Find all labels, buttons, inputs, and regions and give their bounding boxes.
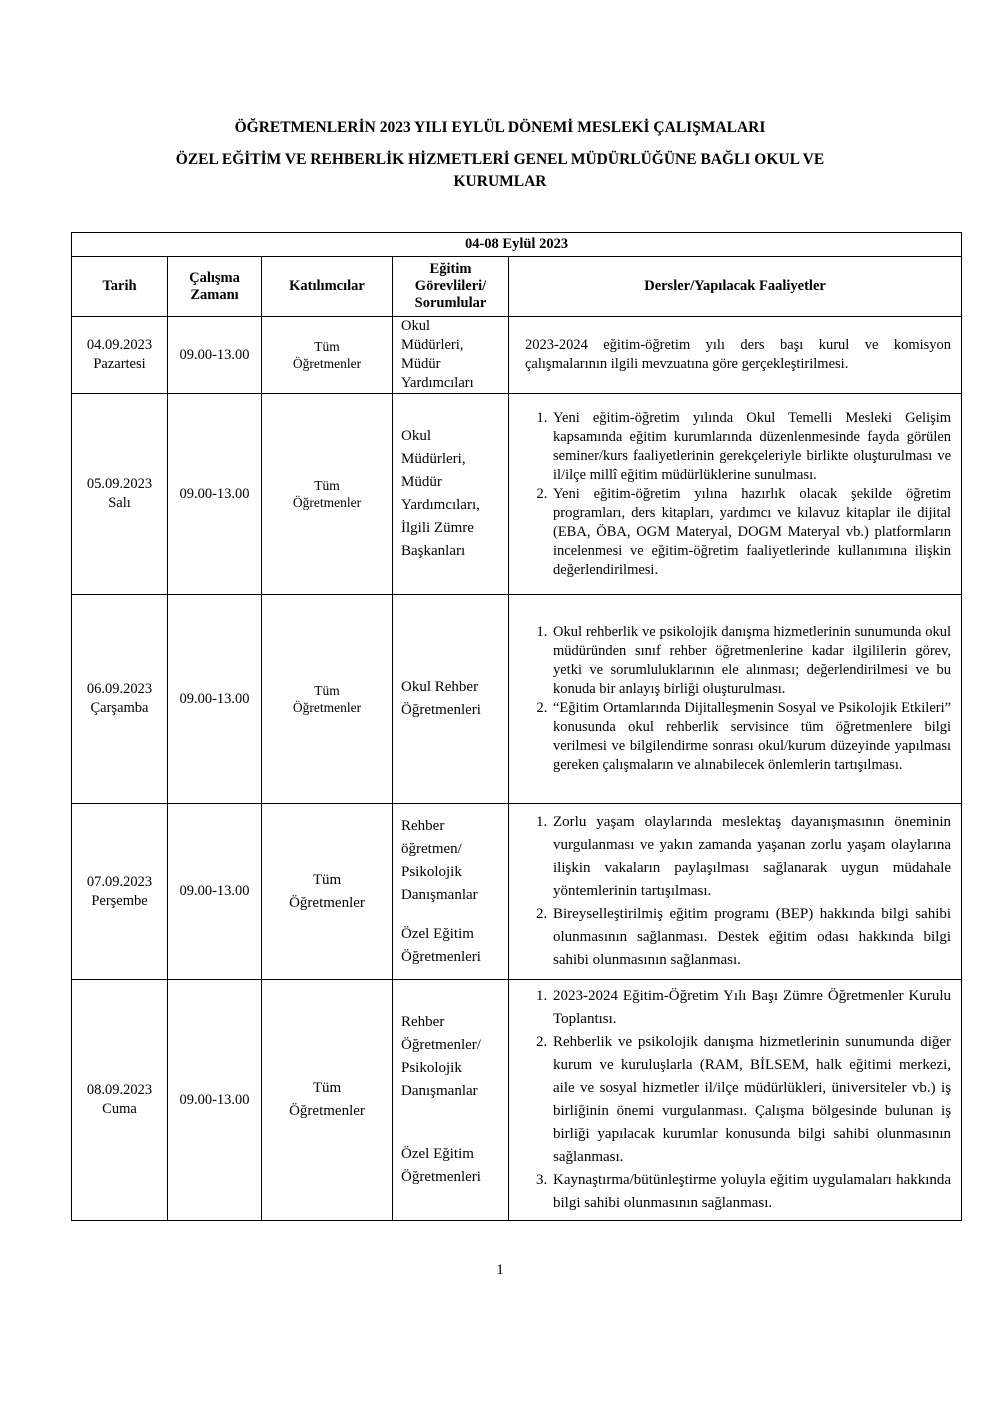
resp-line: Rehber: [401, 817, 445, 834]
participants-line2: Öğretmenler: [289, 894, 365, 911]
participants-cell: [262, 317, 393, 394]
list-item: 1. Zorlu yaşam olaylarında meslektaş dayanışmasının öneminin vurgulanması ve yakın zamanda yaşanan zorlu yaşam olaylarına ilişkin vakaların paylaşılması sağlanarak uygun müdahale yöntemlerinin tartışılması.: [551, 811, 951, 903]
participants-line2: Öğretmenler: [289, 1103, 365, 1119]
header-activities: Dersler/Yapılacak Faaliyetler: [509, 257, 962, 317]
date-text: 05.09.2023: [86, 476, 153, 492]
resp-line: Müdürleri,: [401, 337, 464, 353]
participants-line1: Tüm: [314, 683, 340, 698]
resp-line: Rehber: [401, 1014, 445, 1030]
day-text: Cuma: [102, 1101, 137, 1117]
day-text: Perşembe: [91, 892, 148, 909]
header-resp-line1: Eğitim: [429, 261, 472, 277]
participants-line1: Tüm: [312, 871, 342, 888]
resp-line: Özel Eğitim: [401, 1146, 474, 1162]
responsibles-cell: [393, 394, 509, 595]
header-resp-line2: Görevlileri/: [414, 278, 487, 294]
table-row: [72, 317, 962, 394]
responsibles-cell: [393, 317, 509, 394]
activities-cell: 2023-2024 eğitim-öğretim yılı ders başı kurul ve komisyon çalışmalarının ilgili mevzuatına göre gerçekleştirilmesi.: [509, 317, 962, 394]
activities-cell: [509, 394, 962, 595]
activities-cell: [509, 804, 962, 980]
responsibles-cell: [393, 804, 509, 980]
time-cell: 09.00-13.00: [168, 804, 262, 980]
participants-line1: Tüm: [312, 1080, 342, 1096]
resp-line: İlgili Zümre: [401, 520, 474, 536]
responsibles-cell: [393, 595, 509, 804]
resp-line: Öğretmenleri: [401, 948, 481, 965]
list-item: 3. Kaynaştırma/bütünleştirme yoluyla eğitim uygulamaları hakkında bilgi sahibi olunmasının sağlanması.: [551, 1169, 951, 1215]
list-item: 1. Okul rehberlik ve psikolojik danışma hizmetlerinin sunumunda okul müdüründen sınıf rehber öğretmenlerine kadar ilgililerin görev, yetki ve sorumluluklarının ele alınması; değerlendirilmesi ve bu konuda bir anlayış birliği oluşturulması.: [551, 623, 951, 699]
resp-line: Danışmanlar: [401, 1083, 478, 1099]
list-item: 1. 2023-2024 Eğitim-Öğretim Yılı Başı Zümre Öğretmenler Kurulu Toplantısı.: [551, 985, 951, 1031]
table-row: [72, 595, 962, 804]
document-subtitle: ÖZEL EĞİTİM VE REHBERLİK HİZMETLERİ GENEL MÜDÜRLÜĞÜNE BAĞLI OKUL VE KURUMLAR: [175, 151, 825, 190]
date-cell: [72, 595, 168, 804]
time-cell: 09.00-13.00: [168, 317, 262, 394]
resp-line: Müdür: [401, 356, 441, 372]
resp-line: Okul: [401, 318, 430, 334]
list-item: 1. Yeni eğitim-öğretim yılında Okul Temelli Mesleki Gelişim kapsamında eğitim kurumlarında düzenlenmesinde fayda görülen seminer/kurs faaliyetlerinin gerekçeleriyle birlikte oluşturulması ve il/ilçe millî eğitim müdürlüklerine sunulması.: [551, 409, 951, 485]
table-row: [72, 980, 962, 1221]
day-text: Salı: [108, 495, 131, 511]
participants-line1: Tüm: [314, 339, 340, 354]
week-row: [72, 233, 962, 257]
resp-line: Özel Eğitim: [401, 925, 474, 942]
resp-line: Yardımcıları: [401, 375, 474, 391]
participants-cell: [262, 394, 393, 595]
day-text: Çarşamba: [90, 700, 149, 716]
list-item: 2. Yeni eğitim-öğretim yılına hazırlık olacak şekilde öğretim programları, ders kitapları, yardımcı ve kılavuz kitaplar ile dijital (EBA, ÖBA, OGM Materyal, DOGM Materyal vb.) platformların incelenmesi ve eğitim-öğretim faaliyetlerinde kullanımına ilişkin değerlendirilmesi.: [551, 485, 951, 580]
activities-cell: [509, 980, 962, 1221]
time-cell: 09.00-13.00: [168, 980, 262, 1221]
header-responsibles: [393, 257, 509, 317]
date-text: 06.09.2023: [86, 681, 153, 697]
resp-line: Müdür: [401, 474, 442, 490]
responsibles-cell: [393, 980, 509, 1221]
participants-line2: Öğretmenler: [292, 495, 362, 510]
week-label: 04-08 Eylül 2023: [72, 233, 962, 257]
resp-line: Başkanları: [401, 543, 466, 559]
schedule-table: [71, 232, 962, 1221]
resp-line: Müdürleri,: [401, 451, 466, 467]
date-cell: [72, 980, 168, 1221]
time-cell: 09.00-13.00: [168, 394, 262, 595]
participants-cell: [262, 804, 393, 980]
resp-line: Okul Rehber: [401, 679, 479, 695]
date-cell: [72, 394, 168, 595]
list-item: 2. “Eğitim Ortamlarında Dijitalleşmenin Sosyal ve Psikolojik Etkileri” konusunda okul rehberlik servisince tüm öğretmenlere bilgi verilmesi ve bilgilendirme sonrası okul/kurum düzeyinde yapılması gereken çalışmaların ve alınabilecek önlemlerin tartışılması.: [551, 699, 951, 775]
document-title: ÖĞRETMENLERİN 2023 YILI EYLÜL DÖNEMİ MESLEKİ ÇALIŞMALARI: [234, 119, 766, 136]
resp-line: Yardımcıları,: [401, 497, 480, 513]
date-cell: [72, 317, 168, 394]
date-text: 04.09.2023: [86, 337, 153, 353]
list-item: 2. Bireyselleştirilmiş eğitim programı (BEP) hakkında bilgi sahibi olunmasının sağlanması. Destek eğitim odası hakkında bilgi sahibi olunmasının sağlanması.: [551, 903, 951, 972]
participants-line1: Tüm: [314, 478, 340, 493]
header-row: [72, 257, 962, 317]
header-date: Tarih: [72, 257, 168, 317]
day-text: Pazartesi: [93, 356, 146, 372]
participants-cell: [262, 980, 393, 1221]
resp-line: Danışmanlar: [401, 886, 478, 903]
time-cell: 09.00-13.00: [168, 595, 262, 804]
header-resp-line3: Sorumlular: [414, 295, 487, 311]
table-row: [72, 394, 962, 595]
header-time-line1: Çalışma: [189, 269, 240, 286]
date-text: 08.09.2023: [86, 1082, 153, 1098]
resp-line: Öğretmenler/: [401, 1037, 481, 1053]
activities-cell: [509, 595, 962, 804]
date-text: 07.09.2023: [86, 873, 153, 890]
participants-line2: Öğretmenler: [292, 356, 362, 371]
header-participants: Katılımcılar: [262, 257, 393, 317]
resp-line: öğretmen/: [401, 840, 462, 857]
resp-line: Öğretmenleri: [401, 1169, 481, 1185]
resp-line: Psikolojik: [401, 1060, 462, 1076]
date-cell: [72, 804, 168, 980]
participants-line2: Öğretmenler: [292, 700, 362, 715]
page-number: 1: [496, 1262, 504, 1278]
header-time-line2: Zamanı: [190, 286, 239, 303]
resp-line: Öğretmenleri: [401, 702, 481, 718]
resp-line: Psikolojik: [401, 863, 462, 880]
header-time: [168, 257, 262, 317]
list-item: 2. Rehberlik ve psikolojik danışma hizmetlerinin sunumunda diğer kurum ve kuruluşlarla (RAM, BİLSEM, halk eğitimi merkezi, aile ve sosyal hizmetler il/ilçe müdürlükleri, üniversiteler vb.) iş birliğinin önemi vurgulanması. Çalışma bölgesinde bulunan iş birliği yapılacak kurumlar konusunda bilgi sahibi olunmasının sağlanması.: [551, 1031, 951, 1169]
resp-line: Okul: [401, 428, 431, 444]
table-row: [72, 804, 962, 980]
participants-cell: [262, 595, 393, 804]
